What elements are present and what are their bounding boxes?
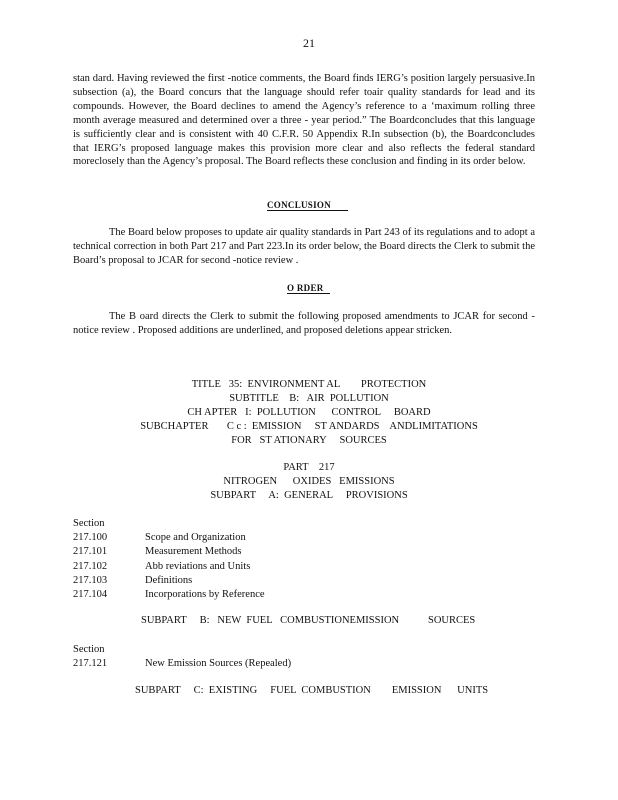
- section-list-2: [73, 643, 291, 671]
- page-number: 21: [303, 36, 315, 50]
- toc-row: [73, 560, 265, 574]
- subpart-c-heading: SUBPART C: EXISTING FUEL COMBUSTION EMISSION UNITS: [135, 685, 489, 696]
- subpart-a-line: SUBPART A: GENERAL PROVISIONS: [210, 490, 408, 501]
- order-heading-text: O RDER: [287, 283, 330, 294]
- section-number: 217.100: [73, 532, 108, 544]
- section-title: Abb reviations and Units: [145, 560, 251, 572]
- section-header: Section: [73, 518, 105, 529]
- subpart-b-heading: SUBPART B: NEW FUEL COMBUSTIONEMISSION SOURCES: [141, 615, 476, 626]
- order-heading: [287, 283, 330, 294]
- part-title-line: NITROGEN OXIDES EMISSIONS: [223, 476, 395, 487]
- section-title: Scope and Organization: [145, 532, 246, 544]
- toc-row: [73, 574, 265, 588]
- part-block: [0, 461, 618, 503]
- section-number: 217.103: [73, 574, 108, 586]
- section-title: Incorporations by Reference: [145, 589, 265, 601]
- for-line: FOR ST ATIONARY SOURCES: [231, 435, 387, 446]
- section-number: 217.101: [73, 546, 108, 558]
- section-title: Measurement Methods: [145, 546, 242, 558]
- toc-row: [73, 545, 265, 559]
- toc-row: [73, 588, 265, 602]
- section-number: 217.104: [73, 589, 108, 601]
- paragraph-text: stan dard. Having reviewed the first -notice comments, the Board finds IERG’s position largely persuasive.In subsection (a), the Board concurs that the language should refer toair quality standards for lead and its compounds. However, the Board declines to amend the Agency’s reference to a ‘maximum rolling three month average measured and determined over a three - year period.” The Boardconcludes that this language is sufficiently clear and is consistent with 40 C.F.R. 50 Appendix R.In subsection (b), the Boardconcludes that IERG’s proposed language makes this provision more clear and also reflects the federal standard moreclosely than the Agency’s proposal. The Board reflects these conclusion and finding in its order below.: [73, 73, 535, 168]
- section-number: 217.102: [73, 560, 108, 572]
- section-title: Definitions: [145, 574, 193, 586]
- section-list-1: [73, 517, 265, 602]
- section-number: 217.121: [73, 658, 108, 670]
- subtitle-line: SUBTITLE B: AIR POLLUTION: [229, 393, 389, 404]
- conclusion-heading-text: CONCLUSION: [267, 200, 348, 211]
- paragraph-text: The B oard directs the Clerk to submit the following proposed amendments to JCAR for second -notice review . Proposed additions are underlined, and proposed deletions appear stricken.: [73, 311, 535, 336]
- conclusion-heading: [267, 200, 348, 211]
- body-paragraph-3: [73, 310, 535, 338]
- chapter-line: CH APTER I: POLLUTION CONTROL BOARD: [187, 407, 431, 418]
- body-paragraph-1: [73, 72, 535, 169]
- body-paragraph-2: [73, 226, 535, 268]
- toc-row: [73, 531, 265, 545]
- paragraph-text: The Board below proposes to update air quality standards in Part 243 of its regulations and to adopt a technical correction in both Part 217 and Part 223.In its order below, the Board directs the Clerk to submit the Board’s proposal to JCAR for second -notice review .: [73, 227, 535, 266]
- toc-row: [73, 657, 291, 671]
- part-line: PART 217: [283, 462, 335, 473]
- section-header: Section: [73, 644, 105, 655]
- section-title: New Emission Sources (Repealed): [145, 658, 292, 670]
- title-block: [0, 378, 618, 448]
- title-line: TITLE 35: ENVIRONMENT AL PROTECTION: [191, 379, 427, 390]
- subchapter-line: SUBCHAPTER C c : EMISSION ST ANDARDS ANDLIMITATIONS: [140, 421, 478, 432]
